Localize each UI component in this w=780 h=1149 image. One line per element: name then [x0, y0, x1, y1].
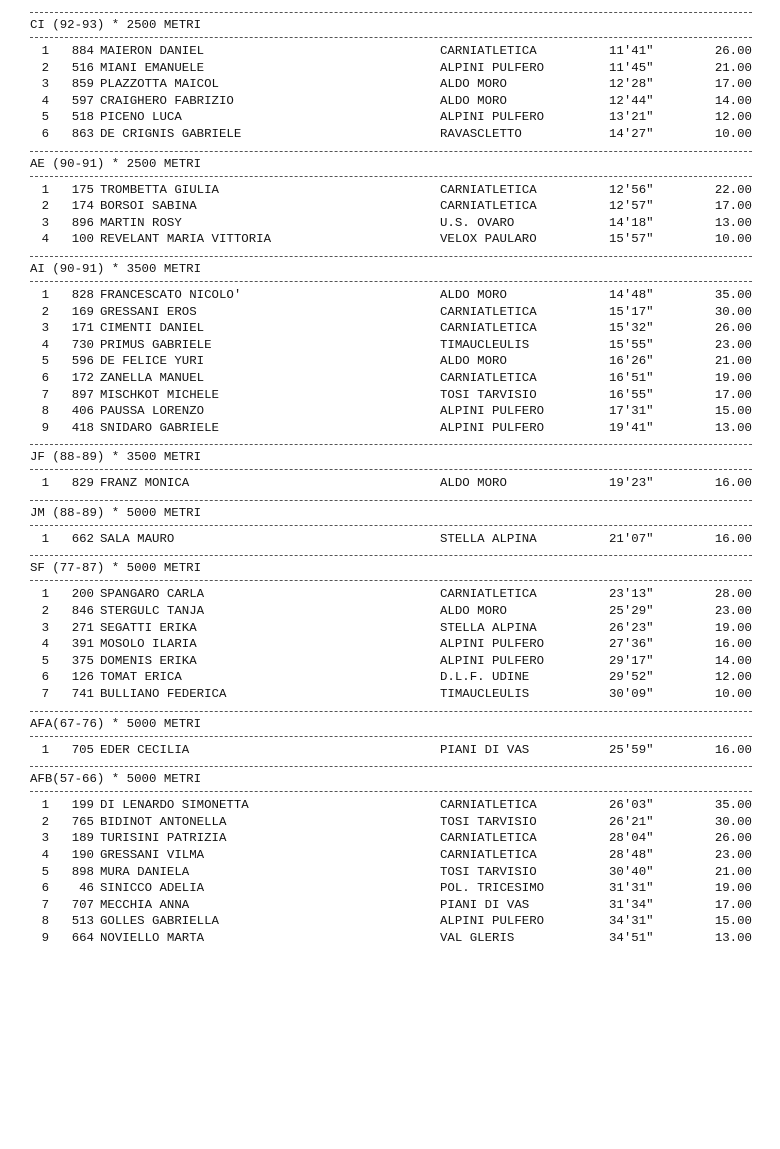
- rank-cell: 3: [41, 831, 49, 846]
- rank-cell: 3: [41, 77, 49, 92]
- rank-cell: 6: [41, 881, 49, 896]
- finish-time: 28'48": [609, 848, 654, 862]
- results-table: [30, 177, 752, 256]
- bib-number: 418: [71, 420, 94, 435]
- club-name: VAL GLERIS: [440, 930, 515, 945]
- result-row: [30, 653, 752, 670]
- finish-time: 16'26": [609, 354, 654, 369]
- points-cell: 21.00: [714, 60, 752, 75]
- result-row: [30, 320, 752, 337]
- category-section: [30, 711, 752, 767]
- finish-time: 15'55": [609, 337, 654, 352]
- points-cell: 17.00: [714, 387, 752, 402]
- result-row: [30, 126, 752, 143]
- rank-cell: 6: [41, 370, 49, 385]
- result-row: [30, 475, 752, 492]
- points-cell: 35.00: [714, 287, 752, 302]
- rank-cell: 6: [41, 670, 49, 685]
- club-name: STELLA ALPINA: [440, 531, 537, 546]
- bib-number: 375: [71, 653, 94, 668]
- results-table: [30, 581, 752, 710]
- category-section: [30, 500, 752, 556]
- club-name: U.S. OVARO: [440, 215, 515, 230]
- category-section: [30, 256, 752, 444]
- category-title: JF (88-89) * 3500 METRI: [30, 450, 202, 465]
- bib-number: 707: [71, 897, 94, 912]
- finish-time: 16'51": [609, 370, 654, 385]
- result-row: [30, 403, 752, 420]
- finish-time: 27'36": [609, 637, 654, 652]
- finish-time: 13'21": [609, 110, 654, 125]
- result-row: [30, 686, 752, 703]
- result-row: [30, 182, 752, 199]
- points-cell: 13.00: [714, 930, 752, 945]
- club-name: TIMAUCLEULIS: [440, 337, 530, 352]
- athlete-name: DI LENARDO SIMONETTA: [100, 798, 249, 813]
- bib-number: 271: [71, 620, 94, 635]
- finish-time: 30'40": [609, 864, 654, 879]
- athlete-name: DE FELICE YURI: [100, 354, 205, 369]
- athlete-name: GOLLES GABRIELLA: [100, 914, 219, 929]
- athlete-name: ZANELLA MANUEL: [100, 370, 205, 385]
- points-cell: 13.00: [714, 420, 752, 435]
- finish-time: 16'55": [609, 387, 654, 402]
- athlete-name: FRANCESCATO NICOLO': [100, 287, 242, 302]
- rank-cell: 1: [41, 44, 49, 58]
- club-name: CARNIATLETICA: [440, 199, 537, 214]
- result-row: [30, 370, 752, 387]
- bib-number: 897: [71, 387, 94, 402]
- athlete-name: PRIMUS GABRIELE: [100, 337, 212, 352]
- rank-cell: 2: [41, 604, 49, 619]
- rank-cell: 1: [41, 287, 49, 302]
- athlete-name: DOMENIS ERIKA: [100, 653, 197, 668]
- points-cell: 26.00: [714, 831, 752, 846]
- bib-number: 126: [71, 670, 94, 685]
- result-row: [30, 864, 752, 881]
- bib-number: 518: [71, 110, 94, 125]
- finish-time: 19'23": [609, 476, 654, 491]
- finish-time: 23'13": [609, 587, 654, 602]
- finish-time: 11'41": [609, 44, 654, 58]
- finish-time: 31'31": [609, 881, 654, 896]
- rank-cell: 4: [41, 337, 49, 352]
- finish-time: 34'51": [609, 930, 654, 945]
- category-section: [30, 444, 752, 500]
- club-name: TOSI TARVISIO: [440, 864, 537, 879]
- athlete-name: FRANZ MONICA: [100, 476, 190, 491]
- club-name: POL. TRICESIMO: [440, 881, 545, 896]
- bib-number: 863: [71, 126, 94, 141]
- rank-cell: 8: [41, 914, 49, 929]
- athlete-name: SALA MAURO: [100, 531, 175, 546]
- result-row: [30, 353, 752, 370]
- club-name: CARNIATLETICA: [440, 831, 537, 846]
- athlete-name: TROMBETTA GIULIA: [100, 182, 219, 197]
- points-cell: 12.00: [714, 110, 752, 125]
- bib-number: 705: [71, 742, 94, 757]
- result-row: [30, 897, 752, 914]
- result-row: [30, 814, 752, 831]
- athlete-name: TURISINI PATRIZIA: [100, 831, 227, 846]
- results-table: [30, 737, 752, 767]
- finish-time: 21'07": [609, 531, 654, 546]
- bib-number: 884: [71, 44, 94, 58]
- athlete-name: BIDINOT ANTONELLA: [100, 814, 227, 829]
- points-cell: 23.00: [714, 848, 752, 862]
- finish-time: 19'41": [609, 420, 654, 435]
- points-cell: 17.00: [714, 77, 752, 92]
- result-row: [30, 586, 752, 603]
- result-row: [30, 420, 752, 437]
- finish-time: 34'31": [609, 914, 654, 929]
- bib-number: 596: [71, 354, 94, 369]
- club-name: CARNIATLETICA: [440, 587, 537, 602]
- athlete-name: PICENO LUCA: [100, 110, 182, 125]
- rank-cell: 7: [41, 387, 49, 402]
- athlete-name: MURA DANIELA: [100, 864, 190, 879]
- club-name: TIMAUCLEULIS: [440, 687, 530, 702]
- points-cell: 16.00: [714, 742, 752, 757]
- result-row: [30, 930, 752, 947]
- points-cell: 10.00: [714, 232, 752, 247]
- points-cell: 26.00: [714, 44, 752, 58]
- bib-number: 513: [71, 914, 94, 929]
- points-cell: 17.00: [714, 199, 752, 214]
- athlete-name: STERGULC TANJA: [100, 604, 205, 619]
- points-cell: 10.00: [714, 687, 752, 702]
- result-row: [30, 93, 752, 110]
- bib-number: 846: [71, 604, 94, 619]
- result-row: [30, 287, 752, 304]
- result-row: [30, 231, 752, 248]
- category-title: CI (92-93) * 2500 METRI: [30, 18, 202, 32]
- finish-time: 12'56": [609, 182, 654, 197]
- finish-time: 28'04": [609, 831, 654, 846]
- result-row: [30, 60, 752, 77]
- athlete-name: MAIERON DANIEL: [100, 44, 205, 58]
- club-name: CARNIATLETICA: [440, 304, 537, 319]
- finish-time: 14'27": [609, 126, 654, 141]
- rank-cell: 7: [41, 687, 49, 702]
- category-section: [30, 555, 752, 710]
- club-name: ALPINI PULFERO: [440, 60, 545, 75]
- category-section: [30, 12, 752, 151]
- result-row: [30, 669, 752, 686]
- athlete-name: SNIDARO GABRIELE: [100, 420, 219, 435]
- rank-cell: 1: [41, 476, 49, 491]
- points-cell: 16.00: [714, 531, 752, 546]
- finish-time: 26'21": [609, 814, 654, 829]
- club-name: ALPINI PULFERO: [440, 653, 545, 668]
- rank-cell: 3: [41, 215, 49, 230]
- result-row: [30, 847, 752, 864]
- bib-number: 896: [71, 215, 94, 230]
- bib-number: 828: [71, 287, 94, 302]
- finish-time: 12'57": [609, 199, 654, 214]
- points-cell: 16.00: [714, 476, 752, 491]
- result-row: [30, 636, 752, 653]
- points-cell: 22.00: [714, 182, 752, 197]
- club-name: CARNIATLETICA: [440, 182, 537, 197]
- bib-number: 172: [71, 370, 94, 385]
- club-name: ALDO MORO: [440, 354, 507, 369]
- club-name: PIANI DI VAS: [440, 742, 530, 757]
- bib-number: 741: [71, 687, 94, 702]
- points-cell: 35.00: [714, 798, 752, 813]
- rank-cell: 4: [41, 637, 49, 652]
- athlete-name: TOMAT ERICA: [100, 670, 182, 685]
- points-cell: 26.00: [714, 321, 752, 336]
- points-cell: 15.00: [714, 914, 752, 929]
- athlete-name: PLAZZOTTA MAICOL: [100, 77, 219, 92]
- finish-time: 15'32": [609, 321, 654, 336]
- rank-cell: 3: [41, 321, 49, 336]
- athlete-name: SINICCO ADELIA: [100, 881, 205, 896]
- points-cell: 13.00: [714, 215, 752, 230]
- result-row: [30, 797, 752, 814]
- category-title: AFB(57-66) * 5000 METRI: [30, 772, 202, 787]
- points-cell: 12.00: [714, 670, 752, 685]
- bib-number: 200: [71, 587, 94, 602]
- category-title: AI (90-91) * 3500 METRI: [30, 261, 202, 276]
- result-row: [30, 215, 752, 232]
- result-row: [30, 304, 752, 321]
- points-cell: 14.00: [714, 93, 752, 108]
- bib-number: 189: [71, 831, 94, 846]
- bib-number: 391: [71, 637, 94, 652]
- club-name: ALPINI PULFERO: [440, 404, 545, 419]
- rank-cell: 5: [41, 354, 49, 369]
- club-name: PIANI DI VAS: [440, 897, 530, 912]
- rank-cell: 9: [41, 420, 49, 435]
- rank-cell: 9: [41, 930, 49, 945]
- finish-time: 11'45": [609, 60, 654, 75]
- finish-time: 30'09": [609, 687, 654, 702]
- club-name: ALDO MORO: [440, 77, 507, 92]
- bib-number: 46: [79, 881, 94, 896]
- finish-time: 12'44": [609, 93, 654, 108]
- rank-cell: 1: [41, 798, 49, 813]
- points-cell: 19.00: [714, 370, 752, 385]
- club-name: ALPINI PULFERO: [440, 420, 545, 435]
- club-name: ALDO MORO: [440, 604, 507, 619]
- club-name: TOSI TARVISIO: [440, 814, 537, 829]
- bib-number: 664: [71, 930, 94, 945]
- club-name: CARNIATLETICA: [440, 370, 537, 385]
- club-name: TOSI TARVISIO: [440, 387, 537, 402]
- club-name: CARNIATLETICA: [440, 848, 537, 862]
- bib-number: 406: [71, 404, 94, 419]
- result-row: [30, 109, 752, 126]
- athlete-name: CIMENTI DANIEL: [100, 321, 205, 336]
- bib-number: 175: [71, 182, 94, 197]
- athlete-name: PAUSSA LORENZO: [100, 404, 205, 419]
- points-cell: 21.00: [714, 864, 752, 879]
- result-row: [30, 76, 752, 93]
- athlete-name: SEGATTI ERIKA: [100, 620, 197, 635]
- points-cell: 21.00: [714, 354, 752, 369]
- athlete-name: MIANI EMANUELE: [100, 60, 205, 75]
- bib-number: 171: [71, 321, 94, 336]
- category-section: [30, 766, 752, 954]
- bib-number: 169: [71, 304, 94, 319]
- club-name: RAVASCLETTO: [440, 126, 522, 141]
- results-table: [30, 470, 752, 500]
- athlete-name: CRAIGHERO FABRIZIO: [100, 93, 234, 108]
- rank-cell: 3: [41, 620, 49, 635]
- category-title: AE (90-91) * 2500 METRI: [30, 156, 202, 171]
- finish-time: 31'34": [609, 897, 654, 912]
- finish-time: 15'57": [609, 232, 654, 247]
- result-row: [30, 43, 752, 60]
- finish-time: 26'03": [609, 798, 654, 813]
- athlete-name: MOSOLO ILARIA: [100, 637, 197, 652]
- club-name: CARNIATLETICA: [440, 321, 537, 336]
- club-name: VELOX PAULARO: [440, 232, 537, 247]
- finish-time: 12'28": [609, 77, 654, 92]
- result-row: [30, 603, 752, 620]
- bib-number: 516: [71, 60, 94, 75]
- finish-time: 29'17": [609, 653, 654, 668]
- club-name: CARNIATLETICA: [440, 44, 537, 58]
- rank-cell: 8: [41, 404, 49, 419]
- club-name: CARNIATLETICA: [440, 798, 537, 813]
- finish-time: 17'31": [609, 404, 654, 419]
- points-cell: 17.00: [714, 897, 752, 912]
- athlete-name: BULLIANO FEDERICA: [100, 687, 227, 702]
- rank-cell: 5: [41, 110, 49, 125]
- points-cell: 19.00: [714, 620, 752, 635]
- rank-cell: 6: [41, 126, 49, 141]
- club-name: ALDO MORO: [440, 93, 507, 108]
- rank-cell: 1: [41, 182, 49, 197]
- bib-number: 174: [71, 199, 94, 214]
- club-name: ALPINI PULFERO: [440, 914, 545, 929]
- results-table: [30, 792, 752, 954]
- points-cell: 23.00: [714, 337, 752, 352]
- rank-cell: 7: [41, 897, 49, 912]
- points-cell: 16.00: [714, 637, 752, 652]
- bib-number: 898: [71, 864, 94, 879]
- club-name: ALPINI PULFERO: [440, 110, 545, 125]
- result-row: [30, 387, 752, 404]
- result-row: [30, 830, 752, 847]
- athlete-name: MECCHIA ANNA: [100, 897, 190, 912]
- rank-cell: 2: [41, 60, 49, 75]
- result-row: [30, 198, 752, 215]
- rank-cell: 2: [41, 199, 49, 214]
- athlete-name: EDER CECILIA: [100, 742, 190, 757]
- club-name: ALDO MORO: [440, 476, 507, 491]
- result-row: [30, 880, 752, 897]
- club-name: ALDO MORO: [440, 287, 507, 302]
- points-cell: 19.00: [714, 881, 752, 896]
- athlete-name: GRESSANI VILMA: [100, 848, 205, 862]
- finish-time: 25'29": [609, 604, 654, 619]
- results-listing: [30, 12, 752, 955]
- points-cell: 30.00: [714, 814, 752, 829]
- rank-cell: 4: [41, 232, 49, 247]
- club-name: D.L.F. UDINE: [440, 670, 530, 685]
- club-name: ALPINI PULFERO: [440, 637, 545, 652]
- rank-cell: 5: [41, 653, 49, 668]
- rank-cell: 5: [41, 864, 49, 879]
- result-row: [30, 531, 752, 548]
- bib-number: 859: [71, 77, 94, 92]
- bib-number: 662: [71, 531, 94, 546]
- athlete-name: MARTIN ROSY: [100, 215, 182, 230]
- rank-cell: 4: [41, 93, 49, 108]
- athlete-name: NOVIELLO MARTA: [100, 930, 205, 945]
- athlete-name: MISCHKOT MICHELE: [100, 387, 219, 402]
- result-row: [30, 620, 752, 637]
- rank-cell: 2: [41, 814, 49, 829]
- rank-cell: 1: [41, 742, 49, 757]
- category-title: SF (77-87) * 5000 METRI: [30, 561, 202, 576]
- results-table: [30, 282, 752, 444]
- athlete-name: DE CRIGNIS GABRIELE: [100, 126, 242, 141]
- finish-time: 15'17": [609, 304, 654, 319]
- points-cell: 28.00: [714, 587, 752, 602]
- results-table: [30, 526, 752, 556]
- points-cell: 15.00: [714, 404, 752, 419]
- finish-time: 29'52": [609, 670, 654, 685]
- rank-cell: 4: [41, 848, 49, 862]
- bib-number: 199: [71, 798, 94, 813]
- bib-number: 765: [71, 814, 94, 829]
- club-name: STELLA ALPINA: [440, 620, 537, 635]
- athlete-name: GRESSANI EROS: [100, 304, 197, 319]
- results-table: [30, 38, 752, 151]
- points-cell: 10.00: [714, 126, 752, 141]
- rank-cell: 1: [41, 587, 49, 602]
- result-row: [30, 337, 752, 354]
- bib-number: 100: [71, 232, 94, 247]
- points-cell: 14.00: [714, 653, 752, 668]
- finish-time: 14'18": [609, 215, 654, 230]
- rank-cell: 2: [41, 304, 49, 319]
- bib-number: 190: [71, 848, 94, 862]
- bib-number: 829: [71, 476, 94, 491]
- bib-number: 730: [71, 337, 94, 352]
- category-title: JM (88-89) * 5000 METRI: [30, 505, 202, 520]
- category-title: AFA(67-76) * 5000 METRI: [30, 716, 202, 731]
- athlete-name: REVELANT MARIA VITTORIA: [100, 232, 272, 247]
- finish-time: 25'59": [609, 742, 654, 757]
- bib-number: 597: [71, 93, 94, 108]
- points-cell: 30.00: [714, 304, 752, 319]
- category-section: [30, 151, 752, 256]
- result-row: [30, 913, 752, 930]
- rank-cell: 1: [41, 531, 49, 546]
- athlete-name: SPANGARO CARLA: [100, 587, 205, 602]
- points-cell: 23.00: [714, 604, 752, 619]
- athlete-name: BORSOI SABINA: [100, 199, 197, 214]
- result-row: [30, 742, 752, 759]
- finish-time: 14'48": [609, 287, 654, 302]
- finish-time: 26'23": [609, 620, 654, 635]
